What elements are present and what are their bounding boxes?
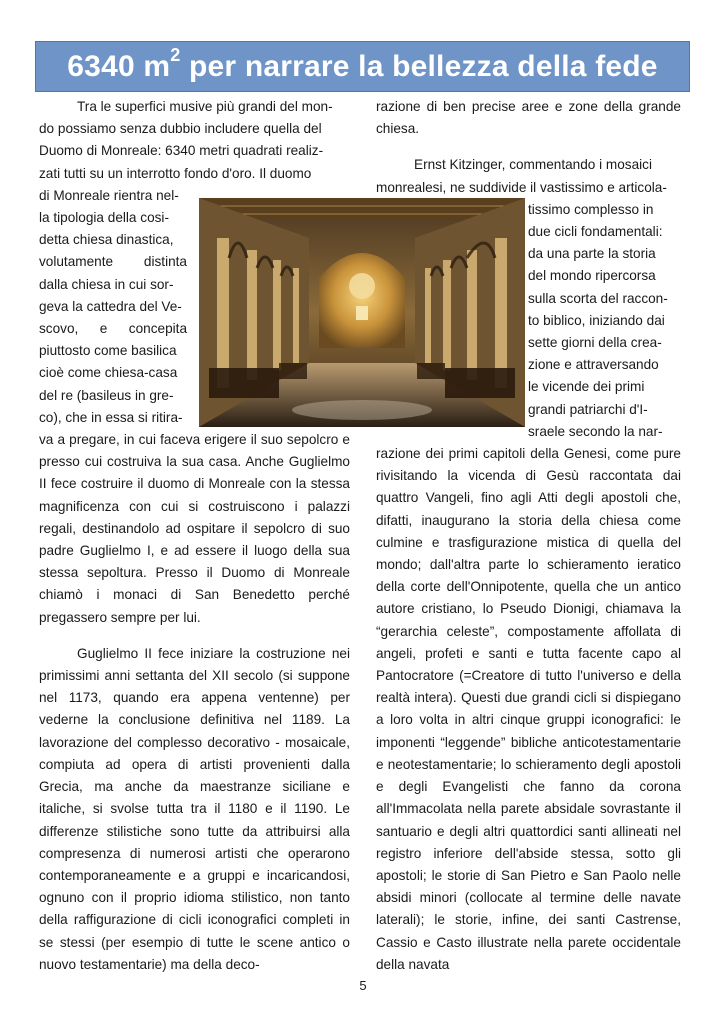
right-wrap-line-9: le vicende dei primi (528, 379, 645, 395)
page-number: 5 (359, 978, 367, 993)
left-wrap-line-4: volutamente distinta (39, 254, 187, 270)
right-wrap-line-5: sulla scorta del raccon- (528, 290, 668, 306)
right-wrap-line-6: to biblico, iniziando dai (528, 312, 665, 328)
right-paragraph-1-rest: razione dei primi capitoli della Genesi, come pure rivisitando la vicenda di Gesù raccontata dai quattro Vangeli, fino agli Atti degli apostoli che, difatti, inaugurano la storia della chiesa come culmine e trasfigurazione mistica di quella del mondo; dall'altra parte lo schieramento ieratico della corte dell'Onnipotente, quella che un antico autore cristiano, lo Pseudo Dionigi, chiamava la “gerarchia celeste”, compostamente affollata di angeli, profeti e santi e tutta facente capo al Pantocratore (=Creatore di tutto l'universo e della realtà intera). Questi due grandi cicli si dispiegano a loro volta in altri cinque gruppi iconografici: le imponenti “leggende” bibliche anticotestamentarie e neotestamentarie; lo schieramento degli apostoli e degli Evangelisti che fanno da corona all'Immacolata nella parete absidale sovrastante il santuario e degli altri quattordici santi allineati nel registro inferiore dell'abside stessa, sotto gli apostoli; le storie di San Pietro e San Paolo nelle absidi minori (collocate al termine delle navate laterali); le storie, infine, dei santi Castrense, Cassio e Casto illustrate nella parete occidentale della navata (376, 446, 681, 972)
cathedral-interior-photo (199, 198, 525, 427)
left-paragraph-1-rest: va a pregare, in cui faceva erigere il suo sepolcro e presso cui costruiva la sua casa. Anche Guglielmo II fece costruire il duomo di Monreale con la stessa magnificenza con cui si costruiscono i palazzi regali, destinandolo ad ospitare il sepolcro di suo padre Guglielmo I, e ad essere il luogo della sua stessa sepoltura. Presso il Duomo di Monreale chiamò i monaci di San Benedetto perché pregassero sempre per lui. (39, 432, 350, 625)
left-wrap-line-3: detta chiesa dinastica, (39, 232, 174, 248)
right-wrap-block (528, 199, 681, 443)
left-intro-line-1: Tra le superfici musive più grandi del mon- (77, 99, 333, 114)
title-superscript: 2 (170, 45, 181, 65)
left-wrap-line-5: dalla chiesa in cui sor- (39, 276, 174, 292)
left-intro-line-4: zati tutti su un interrotto fondo d'oro. Il duomo (39, 165, 312, 181)
right-wrap-line-3: da una parte la storia (528, 246, 656, 262)
title-text-rest: per narrare la bellezza della fede (180, 50, 658, 83)
page-title (67, 45, 658, 84)
right-wrap-line-11: sraele secondo la nar- (528, 423, 663, 439)
right-wrap-line-2: due cicli fondamentali: (528, 224, 663, 240)
left-paragraph-2: Guglielmo II fece iniziare la costruzione nei primissimi anni settanta del XII secolo (si suppone nel 1173, quando era appena ventenne) per vederne la conclusione definitiva nel 1189. La lavorazione del complesso decorativo - mosaicale, compiuta ad opera di artisti provenienti dalla Grecia, ma anche da maestranze siciliane e italiche, si svolse tutta tra il 1180 e il 1190. Le differenze stilistiche sono tutte da attribuirsi alla compresenza di numerosi artisti che operarono contemporaneamente e a gruppi e incaricandosi, ognuno con il proprio idioma stilistico, non tanto della raffigurazione di cicli iconografici completi in se stessi (per esempio di tutte le scene antico o nuovo testamentarie) ma della deco- (39, 645, 350, 972)
cathedral-nave-illustration (199, 198, 525, 427)
left-wrap-line-10: del re (basileus in gre- (39, 387, 174, 403)
right-paragraph-0: razione di ben precise aree e zone della grande chiesa. (376, 99, 681, 137)
right-intro-line-2: monrealesi, ne suddivide il vastissimo e articola- (376, 179, 667, 195)
right-wrap-line-4: del mondo ripercorsa (528, 268, 656, 284)
left-wrap-line-8: piuttosto come basilica (39, 343, 177, 359)
title-banner (35, 41, 690, 92)
left-wrap-line-9: cioè come chiesa-casa (39, 365, 178, 381)
left-intro-line-3: Duomo di Monreale: 6340 metri quadrati realiz- (39, 143, 324, 159)
left-wrap-line-7: scovo, e concepita (39, 321, 187, 337)
left-intro-line-2: do possiamo senza dubbio includere quella del (39, 121, 322, 137)
title-text-main: 6340 m (67, 50, 171, 83)
right-intro-line-1: Ernst Kitzinger, commentando i mosaici (414, 157, 652, 173)
right-wrap-line-1: tissimo complesso in (528, 201, 654, 217)
left-wrap-line-2: la tipologia della cosi- (39, 210, 169, 226)
left-wrap-line-6: geva la cattedra del Ve- (39, 298, 182, 314)
right-wrap-line-7: sette giorni della crea- (528, 335, 662, 351)
right-wrap-line-8: zione e attraversando (528, 357, 659, 373)
left-wrap-line-1: di Monreale rientra nel- (39, 187, 179, 203)
left-wrap-line-11: co), che in essa si ritira- (39, 409, 183, 425)
right-wrap-line-10: grandi patriarchi d'I- (528, 401, 648, 417)
